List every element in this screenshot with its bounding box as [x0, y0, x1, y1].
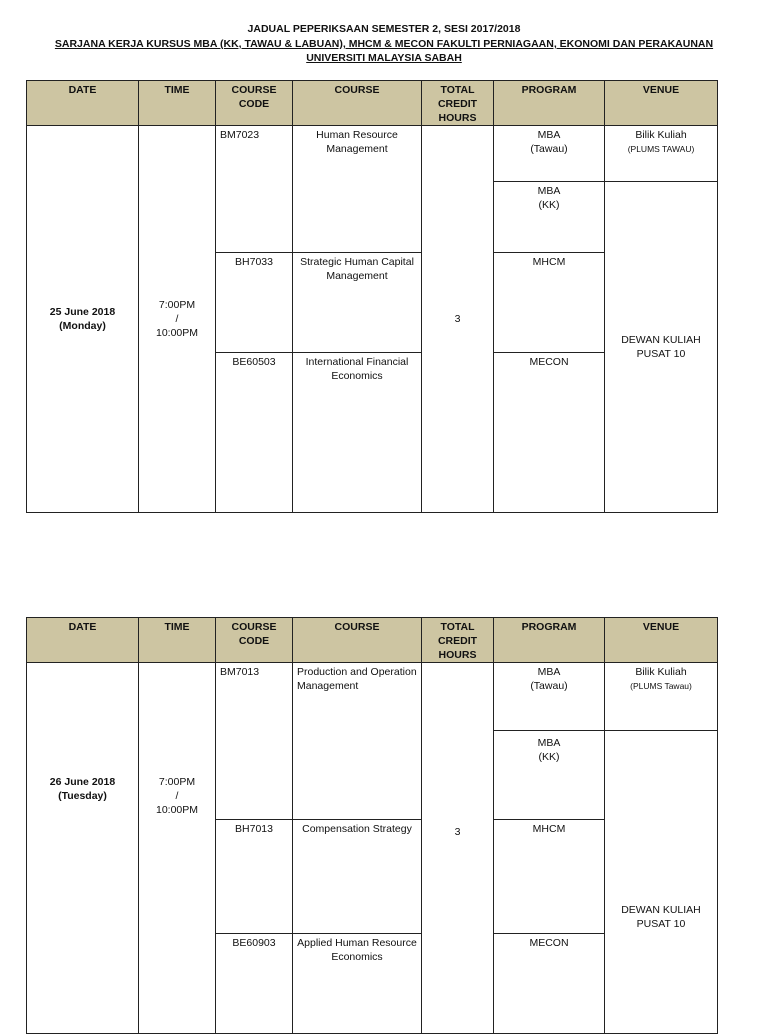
course-name-cell: Production and Operation Management	[293, 663, 422, 820]
col-time: TIME	[139, 618, 216, 663]
document-title: JADUAL PEPERIKSAAN SEMESTER 2, SESI 2017/2018	[247, 23, 521, 35]
credit-hours-cell: 3	[422, 126, 494, 513]
col-course: COURSE	[293, 618, 422, 663]
university-name: UNIVERSITI MALAYSIA SABAH	[306, 52, 462, 64]
col-time: TIME	[139, 81, 216, 126]
course-name-cell: Applied Human Resource Economics	[293, 934, 422, 1034]
course-code-cell: BM7023	[216, 126, 293, 253]
col-total-credit-hours: TOTAL CREDIT HOURS	[422, 81, 494, 126]
col-date: DATE	[27, 618, 139, 663]
col-program: PROGRAM	[494, 81, 605, 126]
exam-time-cell: 7:00PM / 10:00PM	[139, 126, 216, 513]
document-subtitle: SARJANA KERJA KURSUS MBA (KK, TAWAU & LABUAN), MHCM & MECON FAKULTI PERNIAGAAN, EKONOMI DAN PERAKAUNAN	[54, 38, 714, 50]
col-course-code: COURSE CODE	[216, 618, 293, 663]
col-course: COURSE	[293, 81, 422, 126]
exam-schedule-table-2	[26, 617, 718, 1034]
col-total-credit-hours: TOTAL CREDIT HOURS	[422, 618, 494, 663]
program-cell: MBA (KK)	[494, 731, 605, 820]
course-code-cell: BE60903	[216, 934, 293, 1034]
exam-date-cell: 26 June 2018 (Tuesday)	[27, 663, 139, 1034]
course-name-cell: Human Resource Management	[293, 126, 422, 253]
table-row	[27, 663, 718, 731]
program-cell: MHCM	[494, 253, 605, 353]
course-code-cell: BE60503	[216, 353, 293, 513]
col-date: DATE	[27, 81, 139, 126]
program-cell: MHCM	[494, 820, 605, 934]
exam-schedule-table-1	[26, 80, 718, 513]
program-cell: MBA (KK)	[494, 182, 605, 253]
exam-date-cell: 25 June 2018 (Monday)	[27, 126, 139, 513]
venue-cell: DEWAN KULIAH PUSAT 10	[605, 182, 718, 513]
col-program: PROGRAM	[494, 618, 605, 663]
program-cell: MBA (Tawau)	[494, 663, 605, 731]
credit-hours-cell: 3	[422, 663, 494, 1034]
program-cell: MBA (Tawau)	[494, 126, 605, 182]
course-code-cell: BH7013	[216, 820, 293, 934]
exam-time-cell: 7:00PM / 10:00PM	[139, 663, 216, 1034]
program-cell: MECON	[494, 934, 605, 1034]
col-course-code: COURSE CODE	[216, 81, 293, 126]
course-code-cell: BM7013	[216, 663, 293, 820]
program-cell: MECON	[494, 353, 605, 513]
course-name-cell: Strategic Human Capital Management	[293, 253, 422, 353]
venue-cell: DEWAN KULIAH PUSAT 10	[605, 731, 718, 1034]
table-header-row	[27, 81, 718, 126]
course-name-cell: International Financial Economics	[293, 353, 422, 513]
venue-cell: Bilik Kuliah (PLUMS Tawau)	[605, 663, 718, 731]
table-header-row	[27, 618, 718, 663]
venue-cell: Bilik Kuliah (PLUMS TAWAU)	[605, 126, 718, 182]
course-name-cell: Compensation Strategy	[293, 820, 422, 934]
table-row	[27, 126, 718, 182]
col-venue: VENUE	[605, 618, 718, 663]
course-code-cell: BH7033	[216, 253, 293, 353]
col-venue: VENUE	[605, 81, 718, 126]
